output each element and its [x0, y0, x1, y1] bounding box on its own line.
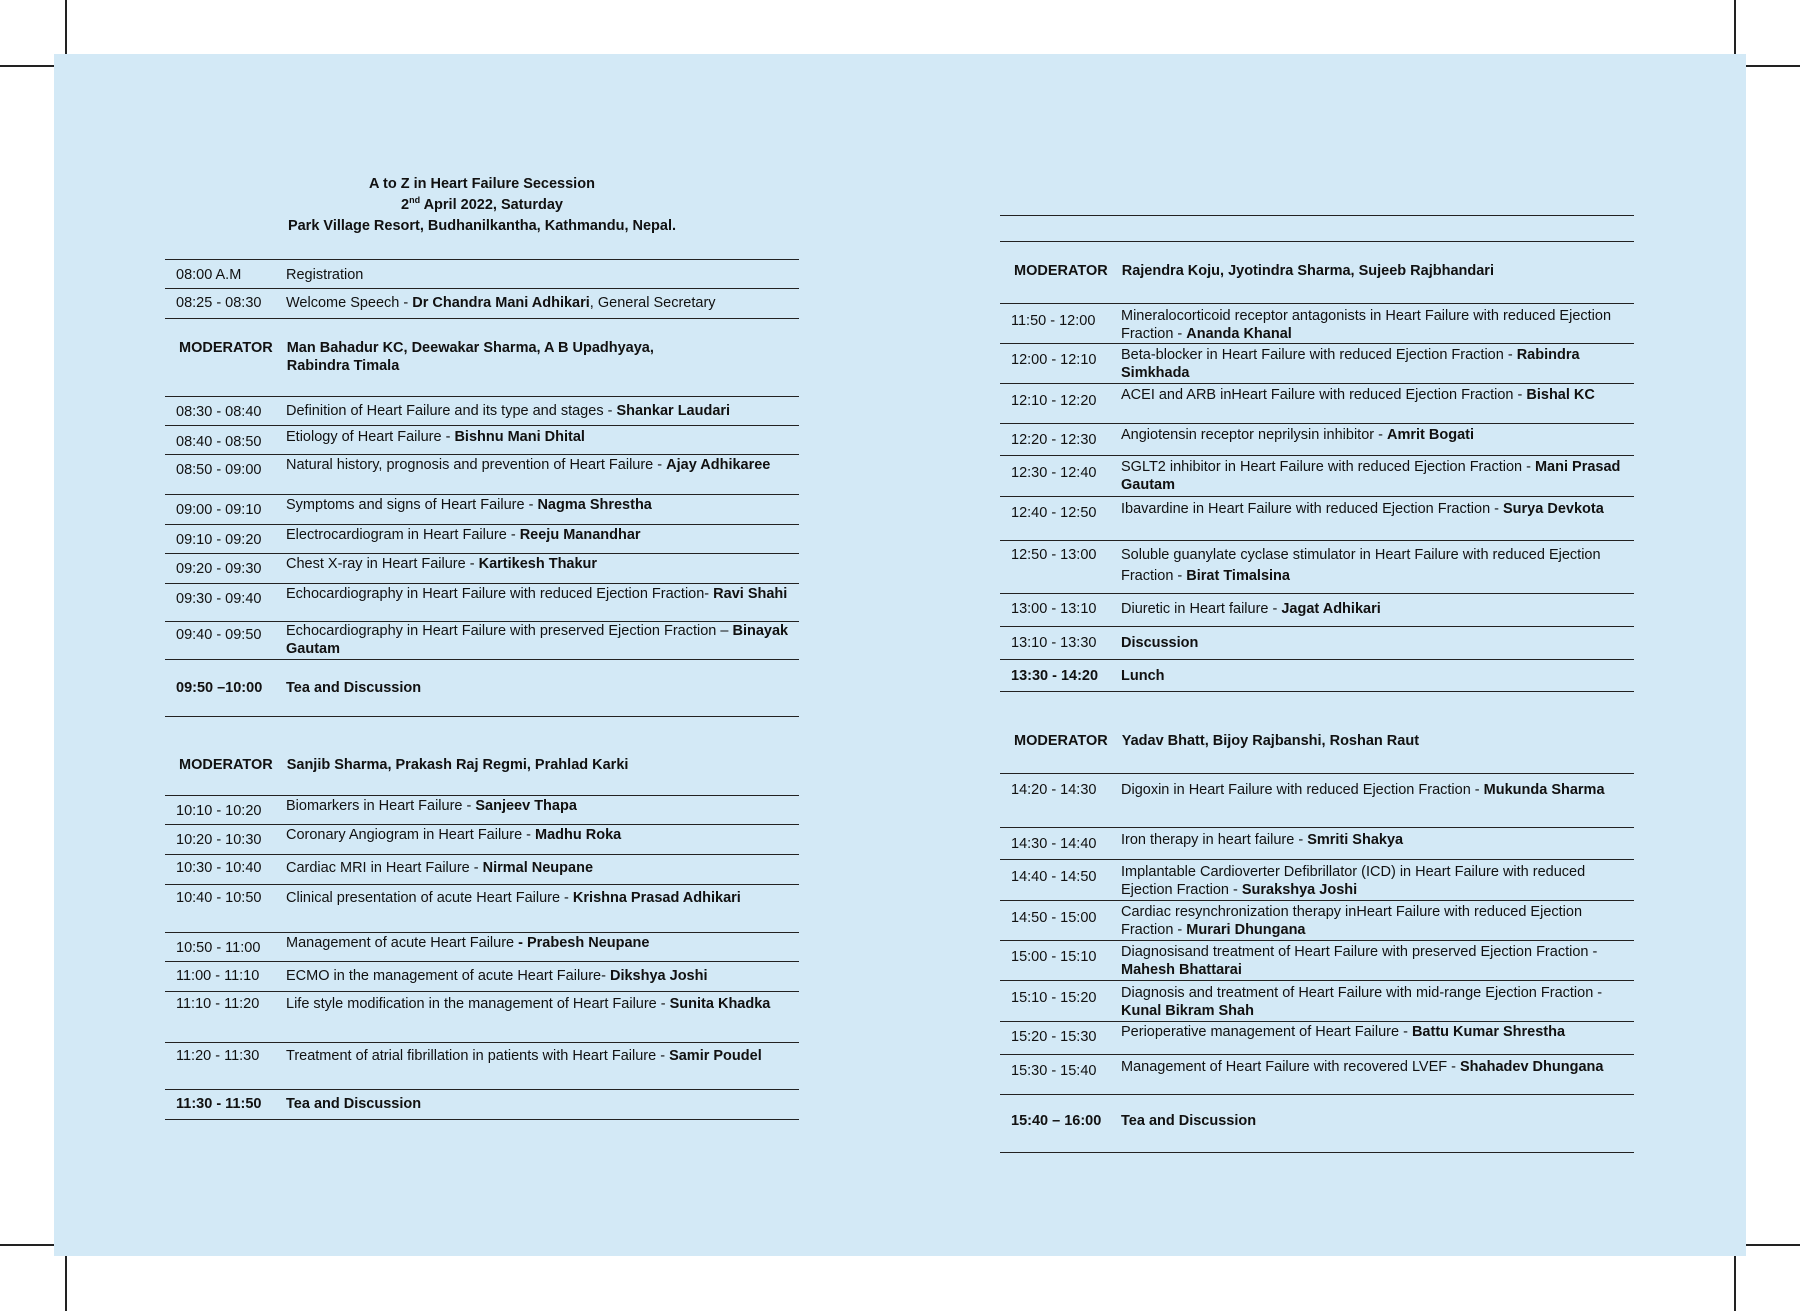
speaker-name: - Prabesh Neupane — [518, 935, 650, 951]
schedule-row — [165, 554, 799, 584]
schedule-row — [1000, 594, 1634, 627]
moderator-label: MODERATOR — [1014, 263, 1108, 279]
time-slot: 11:30 - 11:50 — [176, 1096, 262, 1112]
session-topic: Soluble guanylate cyclase stimulator in Heart Failure with reduced Ejection Fraction - Birat Timalsina — [1121, 547, 1601, 584]
time-slot: 09:50 –10:00 — [176, 680, 263, 696]
lunch-row — [1000, 660, 1634, 692]
break-label: Tea and Discussion — [286, 1096, 422, 1112]
divider-line — [1000, 215, 1634, 216]
session-topic: Management of acute Heart Failure - Prabesh Neupane — [286, 935, 650, 951]
speaker-name: Mani Prasad Gautam — [1121, 459, 1621, 493]
time-slot: 11:00 - 11:10 — [176, 968, 260, 984]
session1-table — [165, 396, 799, 717]
session-topic: Beta-blocker in Heart Failure with reduced Ejection Fraction - Rabindra Simkhada — [1121, 347, 1580, 381]
session-topic: Symptoms and signs of Heart Failure - Nagma Shrestha — [286, 497, 652, 513]
schedule-row — [1000, 941, 1634, 981]
schedule-row — [1000, 1055, 1634, 1095]
time-slot: 08:00 A.M — [176, 267, 242, 283]
speaker-name: Shahadev Dhungana — [1460, 1059, 1604, 1075]
time-slot: 12:00 - 12:10 — [1011, 352, 1097, 368]
break-label: Tea and Discussion — [286, 680, 422, 696]
moderator-line — [1000, 262, 1634, 280]
session-topic: Digoxin in Heart Failure with reduced Ejection Fraction - Mukunda Sharma — [1121, 782, 1605, 798]
schedule-row — [165, 885, 799, 933]
time-slot: 09:00 - 09:10 — [176, 502, 262, 518]
session-topic: Cardiac MRI in Heart Failure - Nirmal Neupane — [286, 860, 594, 876]
speaker-name: Murari Dhungana — [1186, 922, 1306, 938]
moderator-names: Sanjib Sharma, Prakash Raj Regmi, Prahlad Karki — [286, 757, 629, 773]
schedule-row — [1000, 541, 1634, 594]
schedule-row — [1000, 981, 1634, 1022]
time-slot: 14:30 - 14:40 — [1011, 836, 1097, 852]
session-topic: Clinical presentation of acute Heart Failure - Krishna Prasad Adhikari — [286, 890, 741, 906]
session-topic: Life style modification in the management of Heart Failure - Sunita Khadka — [286, 996, 771, 1012]
time-slot: 12:20 - 12:30 — [1011, 432, 1097, 448]
session-topic: Diagnosisand treatment of Heart Failure with preserved Ejection Fraction - Mahesh Bhattarai — [1121, 944, 1598, 978]
session-topic: Definition of Heart Failure and its type and stages - Shankar Laudari — [286, 403, 731, 419]
schedule-row — [165, 455, 799, 495]
crop-mark — [1746, 1244, 1800, 1246]
crop-mark — [1746, 65, 1800, 67]
schedule-row — [165, 796, 799, 825]
time-slot: 13:00 - 13:10 — [1011, 601, 1097, 617]
time-slot: 09:20 - 09:30 — [176, 561, 262, 577]
crop-mark — [1734, 1256, 1736, 1311]
moderator-label: MODERATOR — [179, 340, 273, 356]
schedule-row — [1000, 901, 1634, 941]
session-topic: ECMO in the management of acute Heart Failure- Dikshya Joshi — [286, 968, 708, 984]
time-slot: 11:20 - 11:30 — [176, 1048, 260, 1064]
speaker-name: Nirmal Neupane — [482, 860, 594, 876]
schedule-row — [1000, 860, 1634, 901]
moderator-label: MODERATOR — [179, 757, 273, 773]
session-topic: Ibavardine in Heart Failure with reduced Ejection Fraction - Surya Devkota — [1121, 501, 1604, 517]
speaker-name: Sanjeev Thapa — [475, 798, 577, 814]
time-slot: 12:40 - 12:50 — [1011, 505, 1097, 521]
speaker-name: Surakshya Joshi — [1241, 882, 1358, 898]
speaker-name: Bishal KC — [1526, 387, 1595, 403]
time-slot: 15:20 - 15:30 — [1011, 1029, 1097, 1045]
session2-table — [165, 795, 799, 1120]
moderator-names: Yadav Bhatt, Bijoy Rajbanshi, Roshan Raut — [1121, 733, 1420, 749]
break-row — [1000, 627, 1634, 660]
crop-mark — [0, 1244, 54, 1246]
session-topic: Diuretic in Heart failure - Jagat Adhikari — [1121, 601, 1381, 617]
speaker-name: Jagat Adhikari — [1281, 601, 1381, 617]
session-topic: Coronary Angiogram in Heart Failure - Madhu Roka — [286, 827, 622, 843]
session-topic: Biomarkers in Heart Failure - Sanjeev Thapa — [286, 798, 577, 814]
break-row — [165, 1090, 799, 1120]
time-slot: 14:50 - 15:00 — [1011, 910, 1097, 926]
time-slot: 11:50 - 12:00 — [1011, 313, 1096, 329]
schedule-row — [165, 260, 799, 289]
schedule-row — [165, 992, 799, 1043]
speaker-name: Binayak Gautam — [286, 623, 789, 657]
speaker-name: Bishnu Mani Dhital — [454, 429, 585, 445]
schedule-row — [1000, 424, 1634, 456]
speaker-name: Amrit Bogati — [1386, 427, 1474, 443]
session-topic: Etiology of Heart Failure - Bishnu Mani Dhital — [286, 429, 585, 445]
program-date: 2nd April 2022, Saturday — [401, 195, 563, 213]
session-topic: Treatment of atrial fibrillation in patients with Heart Failure - Samir Poudel — [286, 1048, 762, 1064]
schedule-row — [1000, 1022, 1634, 1055]
schedule-row — [165, 495, 799, 525]
crop-mark — [65, 0, 67, 54]
time-slot: 15:30 - 15:40 — [1011, 1063, 1097, 1079]
crop-mark — [1734, 0, 1736, 54]
speaker-name: Reeju Manandhar — [519, 527, 641, 543]
speaker-name: Krishna Prasad Adhikari — [572, 890, 741, 906]
schedule-row — [165, 1043, 799, 1090]
break-label: Tea and Discussion — [1121, 1113, 1257, 1129]
time-slot: 08:25 - 08:30 — [176, 295, 262, 311]
session-topic: Electrocardiogram in Heart Failure - Reeju Manandhar — [286, 527, 641, 543]
time-slot: 14:20 - 14:30 — [1011, 782, 1097, 798]
speaker-name: Dr Chandra Mani Adhikari — [412, 295, 590, 311]
moderator-label: MODERATOR — [1014, 733, 1108, 749]
schedule-row — [165, 962, 799, 992]
speaker-name: Sunita Khadka — [669, 996, 771, 1012]
moderator-line — [165, 756, 799, 774]
session-topic: Iron therapy in heart failure - Smriti Shakya — [1121, 832, 1404, 848]
schedule-row — [165, 933, 799, 962]
session-topic: Mineralocorticoid receptor antagonists in Heart Failure with reduced Ejection Fraction - Ananda Khanal — [1121, 308, 1612, 342]
speaker-name: Dikshya Joshi — [609, 968, 708, 984]
program-venue: Park Village Resort, Budhanilkantha, Kathmandu, Nepal. — [287, 218, 677, 234]
break-label: Lunch — [1121, 668, 1165, 684]
speaker-name: Surya Devkota — [1503, 501, 1604, 517]
session-topic: Echocardiography in Heart Failure with reduced Ejection Fraction- Ravi Shahi — [286, 586, 788, 602]
divider-line — [1000, 241, 1634, 242]
speaker-name: Nagma Shrestha — [537, 497, 652, 513]
speaker-name: Kunal Bikram Shah — [1121, 1003, 1254, 1019]
schedule-row — [1000, 497, 1634, 541]
session-topic: Cardiac resynchronization therapy inHeart Failure with reduced Ejection Fraction - Murari Dhungana — [1121, 904, 1583, 938]
speaker-name: Mahesh Bhattarai — [1121, 962, 1242, 978]
program-title: A to Z in Heart Failure Secession — [369, 176, 595, 192]
time-slot: 08:50 - 09:00 — [176, 462, 262, 478]
time-slot: 10:30 - 10:40 — [176, 860, 262, 876]
moderator-names: Rajendra Koju, Jyotindra Sharma, Sujeeb Rajbhandari — [1121, 263, 1494, 279]
crop-mark — [0, 65, 54, 67]
speaker-name: Samir Poudel — [669, 1048, 762, 1064]
schedule-row — [1000, 304, 1634, 344]
session-topic: Diagnosis and treatment of Heart Failure with mid-range Ejection Fraction - Kunal Bikram Shah — [1121, 985, 1603, 1019]
schedule-row — [165, 855, 799, 885]
time-slot: 15:00 - 15:10 — [1011, 949, 1097, 965]
time-slot: 15:10 - 15:20 — [1011, 990, 1097, 1006]
session-topic: Welcome Speech - Dr Chandra Mani Adhikari, General Secretary — [286, 295, 716, 311]
schedule-row — [1000, 344, 1634, 384]
time-slot: 09:10 - 09:20 — [176, 532, 262, 548]
opening-table — [165, 259, 799, 319]
time-slot: 09:30 - 09:40 — [176, 591, 262, 607]
time-slot: 13:10 - 13:30 — [1011, 635, 1097, 651]
program-header — [165, 174, 799, 237]
time-slot: 13:30 - 14:20 — [1011, 668, 1099, 684]
time-slot: 14:40 - 14:50 — [1011, 869, 1097, 885]
schedule-row — [1000, 774, 1634, 828]
speaker-name: Battu Kumar Shrestha — [1411, 1024, 1566, 1040]
moderator-line — [1000, 732, 1634, 750]
break-row — [1000, 1095, 1634, 1153]
speaker-name: Ananda Khanal — [1186, 326, 1292, 342]
session-topic: Registration — [286, 267, 364, 283]
schedule-row — [165, 426, 799, 455]
schedule-row — [1000, 828, 1634, 860]
moderator-line — [165, 339, 659, 375]
crop-mark — [65, 1256, 67, 1311]
time-slot: 10:50 - 11:00 — [176, 940, 261, 956]
session3-table — [1000, 303, 1634, 692]
time-slot: 09:40 - 09:50 — [176, 627, 262, 643]
break-label: Discussion — [1121, 635, 1199, 651]
speaker-name: Smriti Shakya — [1307, 832, 1404, 848]
time-slot: 15:40 – 16:00 — [1011, 1113, 1102, 1129]
time-slot: 11:10 - 11:20 — [176, 996, 260, 1012]
session-topic: Implantable Cardioverter Defibrillator (ICD) in Heart Failure with reduced Ejection Fraction - Surakshya Joshi — [1121, 864, 1586, 898]
time-slot: 12:10 - 12:20 — [1011, 393, 1097, 409]
session-topic: SGLT2 inhibitor in Heart Failure with reduced Ejection Fraction - Mani Prasad Gautam — [1121, 459, 1621, 493]
speaker-name: Rabindra Simkhada — [1121, 347, 1580, 381]
time-slot: 12:50 - 13:00 — [1011, 547, 1097, 563]
schedule-row — [165, 825, 799, 855]
schedule-row — [165, 525, 799, 554]
time-slot: 10:20 - 10:30 — [176, 832, 262, 848]
speaker-name: Shankar Laudari — [616, 403, 731, 419]
speaker-name: Mukunda Sharma — [1483, 782, 1605, 798]
time-slot: 10:10 - 10:20 — [176, 803, 262, 819]
break-row — [165, 660, 799, 717]
time-slot: 12:30 - 12:40 — [1011, 465, 1097, 481]
schedule-row — [165, 397, 799, 426]
time-slot: 08:40 - 08:50 — [176, 434, 262, 450]
session-topic: Management of Heart Failure with recovered LVEF - Shahadev Dhungana — [1121, 1059, 1604, 1075]
schedule-row — [165, 584, 799, 622]
program-sheet — [54, 54, 1746, 1256]
speaker-name: Ravi Shahi — [713, 586, 788, 602]
session-topic: ACEI and ARB inHeart Failure with reduced Ejection Fraction - Bishal KC — [1121, 387, 1595, 403]
session-topic: Angiotensin receptor neprilysin inhibitor - Amrit Bogati — [1121, 427, 1474, 443]
speaker-name: Birat Timalsina — [1186, 568, 1290, 584]
session-topic: Echocardiography in Heart Failure with preserved Ejection Fraction – Binayak Gautam — [286, 623, 789, 657]
moderator-names: Man Bahadur KC, Deewakar Sharma, A B Upadhyaya, Rabindra Timala — [286, 340, 654, 374]
schedule-row — [165, 289, 799, 319]
time-slot: 08:30 - 08:40 — [176, 404, 262, 420]
schedule-row — [1000, 456, 1634, 497]
time-slot: 10:40 - 10:50 — [176, 890, 262, 906]
session4-table — [1000, 773, 1634, 1153]
session-topic: Perioperative management of Heart Failure - Battu Kumar Shrestha — [1121, 1024, 1566, 1040]
session-topic: Chest X-ray in Heart Failure - Kartikesh Thakur — [286, 556, 598, 572]
schedule-row — [165, 622, 799, 660]
schedule-row — [1000, 384, 1634, 424]
speaker-name: Ajay Adhikaree — [666, 457, 771, 473]
speaker-name: Madhu Roka — [535, 827, 622, 843]
session-topic: Natural history, prognosis and prevention of Heart Failure - Ajay Adhikaree — [286, 457, 771, 473]
speaker-name: Kartikesh Thakur — [478, 556, 598, 572]
